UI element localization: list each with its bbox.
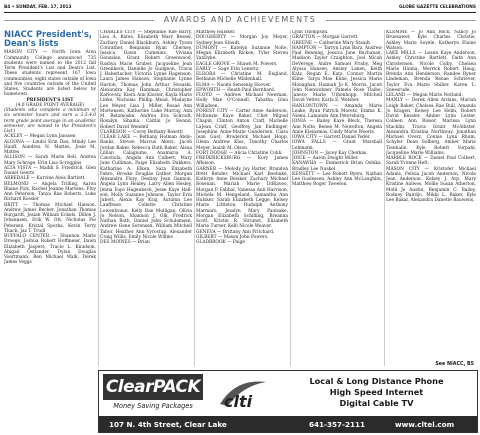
- list-item: GENEVA — Brittany Ann Pritchard.: [196, 229, 275, 235]
- list-item: GREENE — Catherine Mary Staudt.: [292, 40, 372, 46]
- list-item: GLADBROOK — Paige: [196, 240, 245, 245]
- list-item: CHARLES CITY — Stephanie Rae Barry, Lisa A. Bates, Elizabeth Mary Bessel, Zachary Daniel Blackburn, Ashley Tyson Conrather, Benjamin Ryan Cherney, Jessica Dawn Cummins, Viviana Gonzalez, Grant Robert Greenwood, Rashya Marie Gruber, Jacqueline Jean Greenbeck, Danielle Jo Gudgeon, Travis J. Haberlacher, Victoria Lynne Hagenson, Laura James Hanson, Stephanie Lynne Harton, Thomas John Arthur Hosaski, Alexandra Kay Hamman, Christopher Karlovetz, Kiera Ann Kloster, Kayla Marie Linke, Nicholas Phillip Mead, Madayne Lee Meyer, Lisa J. Miller, Rosaé Ann Mortensen, Katherine Luke Murray, Ann M. Retzmoske, Andrea Eva Schrodt, Rosalyn Sihama, Caitlin Jo Swann, Robert David Wendell: [100, 30, 192, 130]
- list-item: ARREDALE — Karvine Alois Bartlett: [4, 176, 85, 182]
- list-item: ALGONA — Lindsi Erin Dau, Mindy Lee Hauff, Aundrea N. Mattes, Josie M. Mattes: [4, 139, 96, 156]
- cltel-logo: [216, 376, 270, 412]
- article-column-4: [292, 30, 382, 366]
- column-divider: [384, 30, 385, 366]
- service-internet: High Speed Internet: [329, 387, 424, 397]
- service-cable: Digital Cable TV: [339, 398, 414, 408]
- header-rule: [4, 12, 476, 13]
- logo-swoosh-icon: [216, 376, 270, 412]
- ad-website[interactable]: www.cltel.com: [395, 420, 455, 429]
- list-item: IONIA — Bailey Kaye Bleck, Theresa Ann Nolte, Renee M. Newelton, Angela Anne Kleinsmas, Cindy Marie Woerle.: [292, 119, 382, 135]
- list-item: EAGLE GROVE — Shawn M. Powers.: [196, 61, 278, 67]
- page-header: [4, 3, 476, 12]
- list-item: CLEAR LAKE — Bethany Holman Abdo-Banks, Steven Marcus Akers, Jacob Jordan Baker, Rebecca Ruth Baker, Alexa Lillian Calagiumo, Anamaria A. Canchola, Angela Ann Culbert, Mary Jane Culliman, Paige Elizabeth Dukkers, Katharine A. Elken, Sara Elizabeth Fabre, Brooke Douglas Gather, Morgan Alexandra Flory, Destiny Jean Gannon, Angela Lynn Healey, Larry Allen Hesley, Jenna Faye Hagenbeck, Jesse Kaye Hall-son, Molly Suzanne Johnson, Taylor Erin Jubert, Alexis Kay Kraj, Autumn Lee Lauffesse, Collette Christine Lowenbraun, Kelly Rae Mulligan, Olivia Jo Nelson, Shannon J. Olk, Fredrick Nathan Roth, Daniel John Schulemsen, Andrew Gene Sorensen, William Mitchell Tabor, Heather Ann Vyrostup, Alexander Craig Willis, Emily Nicole Willms: [100, 135, 192, 240]
- list-item: JOHNSTON — Jacey Kay Cherkas.: [292, 150, 368, 156]
- list-item: MARBLE ROCK — Daniel Paul Colbert, Sarah Yvonne Heft.: [386, 156, 476, 167]
- column-divider: [98, 30, 99, 366]
- ad-footer: [99, 416, 477, 432]
- list-item: GARNER — Melody Joy Barter, Brandon Brett Bender, Michael Karl Boehnke, Kathryn Anne Beisker, Zachary Michael Bosenan, Mariah Marie DiBiaveo, Morgan P. Fabbal, Vanessa Ann Harrison, Michela M. Hengeland, Samantha Ann Hulsker, Sarah Elizabeth Legge, Kelsey Marie Littleton, Rudolph Anthony Marmaro, Jesslyn Mary Paulsake, Morgan Elizabeth Schilling, Breanna Scott, Kristin R. Strumst, Elizabeth Marie Turner, Kelli Nicole Weaver.: [196, 166, 288, 230]
- list-item: BELMOND — Angela Trilling, Aaron Blaine Pick, Rachel Jeanne Martens, Floy Ann Peterson, Tanya Rae Roberts, Luke Richard Kossler: [4, 181, 96, 203]
- list-item: FREDERICKSBURG — Kory James Affeison.: [196, 156, 288, 167]
- list-item: CLARKSON — Corey Bethany Bosetti: [100, 129, 183, 135]
- list-item: HANLONTOWN — Amanda Marie Leake, Ryan Patrick Moretz, Emma K. Niemi, Lamanda Ann Petersburg.: [292, 103, 382, 119]
- list-item: GILBERT — Mason John Powers.: [196, 234, 269, 240]
- column-divider: [290, 30, 291, 366]
- list-item: FLOYD — Andrew Michael Newman, Holly Mae O'Connell, Tabatha Gina Willadsen.: [196, 93, 288, 109]
- list-heading: PRESIDENT'S LIST: [26, 97, 74, 103]
- list-item: JOICE — Aaron Dwight Miller.: [292, 156, 359, 161]
- ad-title: ClearPACK: [103, 374, 203, 400]
- article-column-3: [196, 30, 288, 366]
- list-item: LELAND — Megan Marie Nerland.: [386, 93, 463, 98]
- list-item: IOWA FALLS — Grant Marshall Lehmann.: [292, 140, 382, 151]
- list-item: IOWA CITY — Garrett Daniel Yoder.: [292, 135, 371, 140]
- list-item: Matthew Hulsker.: [196, 30, 236, 35]
- column-divider: [194, 30, 195, 366]
- list-item: ACKLEY — Megan Lynn Janssen: [4, 134, 76, 140]
- ad-subtitle: Money Saving Packages: [113, 402, 193, 410]
- list-item: FORT DODGE — Alicia Christine Cobb.: [196, 150, 283, 156]
- list-item: LAKE MILLS — Leann Kaye Anderson, Ashley Christine Bartlett, Faith Ann Christensen, Nicole Colby, Chelsea Marie Hanna, Merrick Robert Haug, Brenda Ann Henderson, Randee Ryner Lindeman, Brenda Renae Schriever, Taylor Eva Marie Shiller, Karen L. Sneesrude.: [386, 51, 476, 93]
- ad-address: 107 N. 4th Street, Clear Lake: [109, 420, 227, 429]
- list-item: Lynn Thompson.: [292, 30, 329, 35]
- section-title: AWARDS AND ACHIEVEMENTS: [4, 15, 476, 27]
- list-item: EARLY — Sage Erin Lenertz.: [196, 66, 260, 72]
- list-item: KANAWHA — Emmerich Brian Oshika, Bradley Lee Nuskel.: [292, 161, 382, 172]
- article-headline: NIACC President's, Dean's lists: [4, 30, 92, 49]
- list-item: ELMA — Naomi Sensenig Hoover.: [196, 82, 272, 88]
- list-item: HAMPTON — Tarryn Lynn Barz, Andrew Paul Benning, Jessica Jane Buchanan, Madison Taylor Craighton, Joel Micah DeVerege, Andre Samuel Frisby, Meg Alyssa Hansen, Ansley Lanen, Keith Katz, Regan E. Katz, Connor Martin Kline, Taryn Mae Kline, Jessica Marie Monaghan, Hannah Jo K. Morris, Jacob John Nienwohner, Pamela Rose Tlaibe, Janece Marie Uthenhopp, Mitchell David Vetter, Karla E. Welsher.: [292, 45, 382, 104]
- list-item: ALTA VISTA — Maddi S. Friedrich, Glen Daniel Geerts: [4, 165, 96, 177]
- article-intro: MASON CITY — North Iowa Area Community College announced 735 students were named to the 2012 fall Term President's List and Dean's List. These students represent 167 Iowa communities, eight states outside of Iowa and five countries outside of the United States. Students are listed below by hometown.: [4, 50, 96, 98]
- page-folio: B4 • SUNDAY, FEB. 17, 2013: [4, 5, 72, 10]
- list-item: GRAFTON — Morgan Garrett.: [292, 35, 359, 41]
- article-column-1: [4, 30, 96, 366]
- section-flag: GLOBE GAZETTE CELEBRATIONS: [399, 5, 476, 10]
- article-column-5: [386, 30, 476, 366]
- list-item: ELDORA — Christine M. England, Bethanie Michelle Mildenhall.: [196, 72, 288, 83]
- list-item: KLEMME — Jo Ann Bock, Nancy Jo Bruesawer, Kyle Charles Christie, Ashley Marie Soyele, Katheryn Elaine Watson.: [386, 30, 476, 51]
- list-item: EPWORTH — Heath Paul Bernhard.: [196, 87, 276, 93]
- logo-text: clti: [224, 392, 253, 411]
- list-item: BUFFALO CENTER — Shannon Marie Droege, Joshua Robert Hoffmeier, Dawn Elizabeth Jaspers, Tracie L. Knudson, Abigail Ostlander, Dylan Douglas Voortmann, Ben Michael Walk, Derek James Veggs: [4, 234, 96, 266]
- list-note: (Students who complete a minimum of six semester hours and earn a 3.5-4.0 term grade point average in an academic semester, are named to the President's List.): [4, 108, 96, 135]
- ad-phone: 641-357-2111: [309, 420, 365, 429]
- jump-line: See NIACC, B5: [435, 362, 474, 367]
- list-item: BRITT — Thomas Michael Hanson, Andrew James Becker, Jonathan Thomas Burgardt, Josiah William Eckels, Dillon J. Johannsen, Erik W. Ott, Nicholas Pie Petersen, Kristal Sporka, Kevin Terry Thach, Jaz T. Trudi: [4, 202, 96, 234]
- list-item: DUMONT — Katelyn Suzanne Nolte, Megan Elizabeth Ricken, Tyler Steven VanDyke.: [196, 45, 288, 62]
- list-item: MANLY — Derek Allen Ardans, Mariah Leigh Baker, Chelsea Rae Bull, Amanda Jo Kragen, Kelsey Lee Helm, Robert David Kessler, Amber Lynn Lester, Colleen Ann Risser, Marissa Lynn Stacklin, Travis Grant McAllister, Alexandra Kristina Northway, Jonathan Michael Overz, Connie Lynn Rhum, Schyler Dean Solberg, Amber Marie Tienhaile, Kyle Robert Vorpahl, Jacqueline Marie Williams.: [386, 98, 476, 156]
- list-subheading: (4.0 GRADE POINT AVERAGE): [15, 102, 85, 108]
- advertisement[interactable]: [98, 370, 478, 433]
- article-column-2: [100, 30, 192, 366]
- list-item: ALLISON — Sarah Marie Bell, Andrea Mary Schrage, Erin Lisa Scroggins: [4, 155, 96, 166]
- list-item: DES MOINES — Brian: [100, 240, 150, 245]
- ad-services: [279, 376, 474, 409]
- list-item: FOREST CITY — Carter Anne Anderson, McKenzie Kaye Baker, Chet Miguel Chapin, Clinton Anton Craff, Michelle LaJean Craff, Geoffrey Jan Endlinger, Josephine Anne-Marie Gundersen, Ciara Jean Gust, Broderick Michael Hopp, Glenn Andrew Klos, Timothy Charles Meyer, Isaiah M. Olson.: [196, 108, 288, 151]
- list-item: DOUGHERTY — Morgan Joy Meyer, Sydney Jean Staudt.: [196, 35, 288, 46]
- list-item: MASON CITY — Kristofer Michael Adams, Felisia Jacob Anderson, Nicole Jean Anderson, Kelsey J. Arp, Mary Kristine Aulwes, Mollie Susan Atherton, Molli Jo Austin, Benjamin C. Bailey, Rodney Bairdjo, Mikki L. Baker, Kyle Lee Bakal, Alexandra Danette Bauwens,: [386, 166, 476, 203]
- service-phone: Local & Long Distance Phone: [309, 376, 444, 386]
- list-item: KENSETT — Lee Robert Byers, Nathan Lee Goslessen, Ashley Ann McLaughlin, Matthew Roger Tweeten.: [292, 171, 382, 188]
